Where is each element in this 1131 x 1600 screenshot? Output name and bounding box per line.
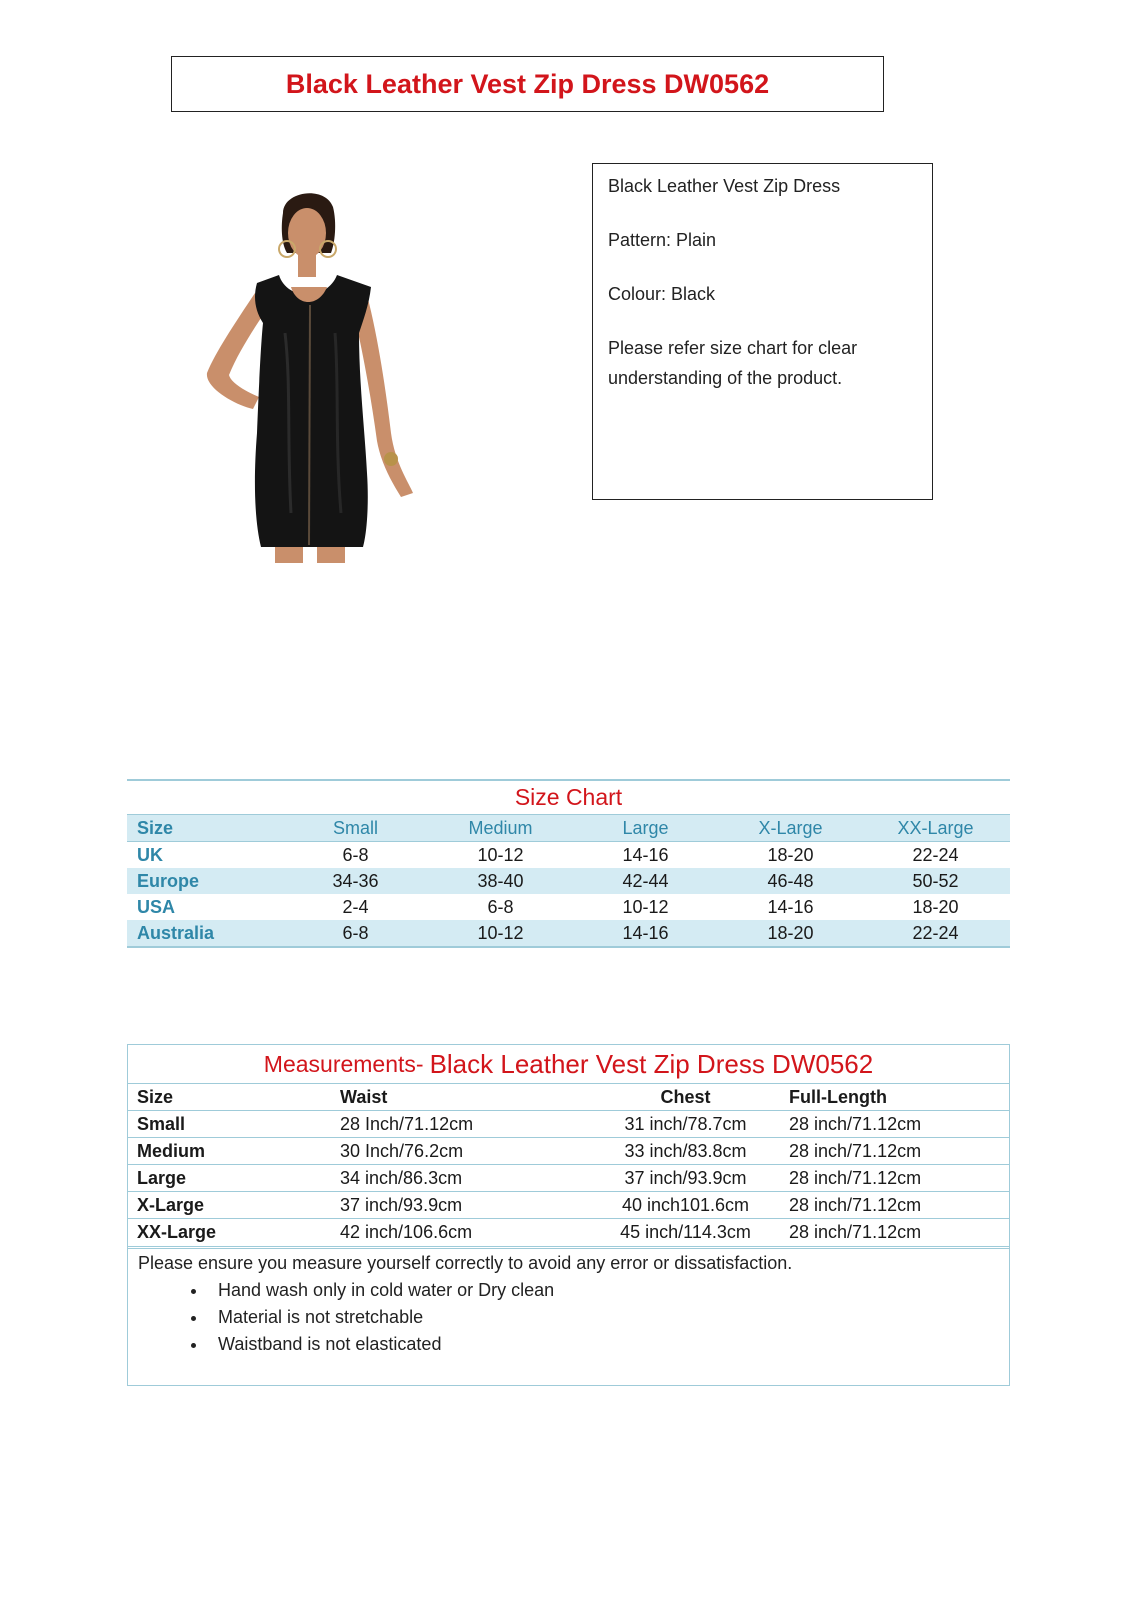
header-cell: X-Large (758, 817, 823, 838)
table-row (127, 868, 1010, 894)
header-cell: Medium (468, 817, 533, 838)
table-cell: 34 inch/86.3cm (340, 1167, 463, 1188)
table-cell: 28 Inch/71.12cm (340, 1113, 474, 1134)
description-pattern: Pattern: Plain (608, 230, 717, 250)
table-cell: 14-16 (622, 844, 669, 865)
table-cell: 37 inch/93.9cm (624, 1167, 747, 1188)
row-label: USA (137, 896, 176, 917)
list-item: • Material is not stretchable (208, 1304, 1009, 1331)
table-cell: 28 inch/71.12cm (789, 1167, 922, 1188)
table-cell: 6-8 (487, 896, 514, 917)
header-cell: Full-Length (789, 1086, 887, 1107)
row-label: Europe (137, 870, 200, 891)
description-note: Please refer size chart for clear understanding of the product. (608, 338, 858, 388)
table-cell: 38-40 (477, 870, 524, 891)
table-cell: 10-12 (477, 844, 524, 865)
table-cell: 28 inch/71.12cm (789, 1222, 922, 1242)
measurements-title (128, 1045, 1009, 1084)
table-row (128, 1192, 1009, 1219)
table-cell: 10-12 (477, 922, 524, 943)
header-cell: Chest (660, 1086, 711, 1107)
table-cell: 40 inch101.6cm (621, 1194, 750, 1215)
table-cell: 34-36 (332, 870, 379, 891)
table-cell: 22-24 (912, 922, 959, 943)
dress (255, 275, 371, 547)
row-label: Small (137, 1113, 186, 1134)
table-row (128, 1219, 1009, 1249)
row-label: XX-Large (137, 1222, 217, 1242)
page-title: Black Leather Vest Zip Dress DW0562 (285, 68, 770, 99)
header-cell: XX-Large (897, 817, 974, 838)
table-cell: 30 Inch/76.2cm (340, 1140, 464, 1161)
table-cell: 6-8 (342, 844, 369, 865)
measurements-note: Please ensure you measure yourself correctly to avoid any error or dissatisfaction. (138, 1253, 793, 1273)
table-row (127, 894, 1010, 920)
description-colour: Colour: Black (608, 284, 716, 304)
table-cell: 42-44 (622, 870, 669, 891)
table-row (128, 1165, 1009, 1192)
table-cell: 6-8 (342, 922, 369, 943)
table-cell: 28 inch/71.12cm (789, 1113, 922, 1134)
description-box (592, 163, 933, 500)
measurements-title-prefix: Measurements- (263, 1050, 424, 1077)
row-label: Australia (137, 922, 215, 943)
table-cell: 46-48 (767, 870, 814, 891)
table-cell: 10-12 (622, 896, 669, 917)
title-box (171, 56, 884, 112)
table-cell: 2-4 (342, 896, 369, 917)
table-row (128, 1111, 1009, 1138)
header-cell: Waist (340, 1086, 388, 1107)
table-cell: 18-20 (912, 896, 959, 917)
model-left-arm (207, 293, 263, 409)
row-label: UK (137, 844, 163, 865)
size-chart (127, 779, 1010, 948)
table-cell: 14-16 (767, 896, 814, 917)
table-cell: 22-24 (912, 844, 959, 865)
table-cell: 45 inch/114.3cm (620, 1222, 751, 1242)
table-cell: 50-52 (912, 870, 959, 891)
measurements-header (128, 1084, 1009, 1111)
table-cell: 18-20 (767, 844, 814, 865)
table-cell: 42 inch/106.6cm (340, 1222, 473, 1242)
measurements-table (127, 1044, 1010, 1386)
header-cell: Small (332, 817, 378, 838)
list-item: • Hand wash only in cold water or Dry clean (208, 1277, 1009, 1304)
table-row (127, 842, 1010, 868)
product-photo (195, 183, 425, 563)
table-cell: 31 inch/78.7cm (624, 1113, 747, 1134)
row-label: Large (137, 1167, 187, 1188)
row-label: Medium (137, 1140, 206, 1161)
list-item: • Waistband is not elasticated (208, 1331, 1009, 1358)
header-cell: Size (137, 1086, 174, 1107)
size-chart-title: Size Chart (127, 779, 1010, 814)
size-chart-header (127, 814, 1010, 842)
header-cell: Size (137, 817, 174, 838)
row-label: X-Large (137, 1194, 205, 1215)
table-cell: 14-16 (622, 922, 669, 943)
measurements-title-main: Black Leather Vest Zip Dress DW0562 (429, 1048, 874, 1079)
table-row (128, 1138, 1009, 1165)
table-cell: 28 inch/71.12cm (789, 1140, 922, 1161)
table-cell: 33 inch/83.8cm (624, 1140, 747, 1161)
table-cell: 37 inch/93.9cm (340, 1194, 463, 1215)
header-cell: Large (622, 817, 669, 838)
care-list (128, 1277, 1009, 1358)
description-name: Black Leather Vest Zip Dress (608, 176, 841, 196)
table-row (127, 920, 1010, 948)
table-cell: 18-20 (767, 922, 814, 943)
table-cell: 28 inch/71.12cm (789, 1194, 922, 1215)
